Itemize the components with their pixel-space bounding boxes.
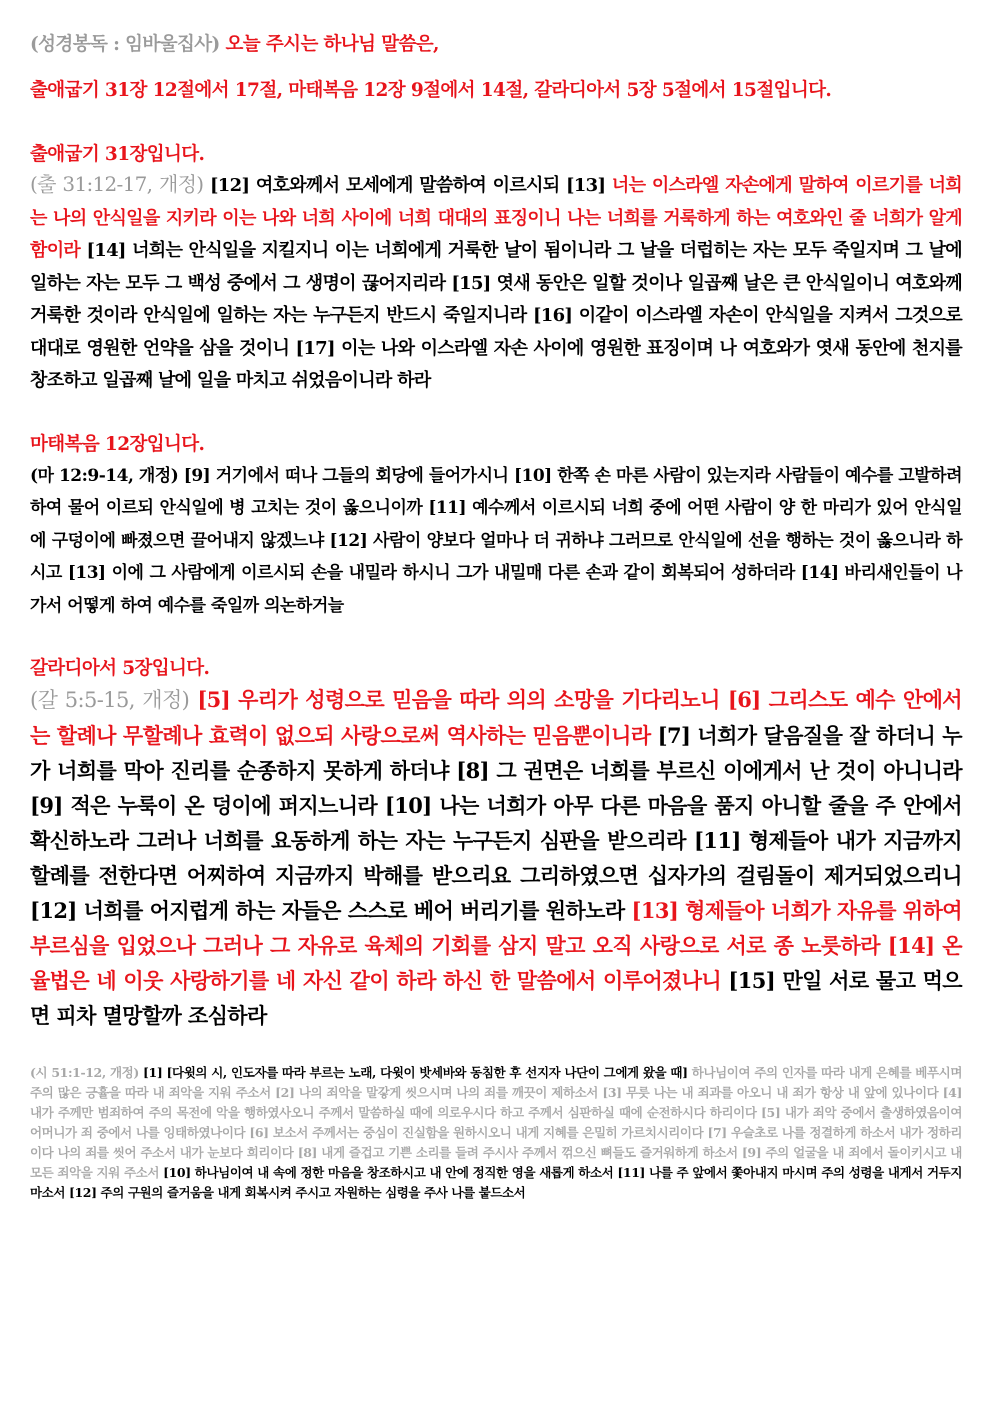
intro (30, 22, 962, 114)
intro-line-1 (30, 22, 962, 68)
passage-matthew (30, 460, 962, 623)
passage-ref-exodus: (출 31:12-17, 개정) (30, 172, 204, 196)
passage-matthew-text: [9] 거기에서 떠나 그들의 회당에 들어가시니 [10] 한쪽 손 마른 사람이 있는지라 사람들이 예수를 고발하려 하여 물어 이르되 안식일에 병 고치는 것이 옳으니이까 [11] 예수께서 이르시되 너희 중에 어떤 사람이 양 한 마리가 있어 안식일에 구덩이에 빠졌으면 끌어내지 않겠느냐 [12] 사람이 양보다 얼마나 더 귀하냐 그러므로 안식일에 선을 행하는 것이 옳으니라 하시고 [13] 이에 그 사람에게 이르시되 손을 내밀라 하시니 그가 내밀매 다른 손과 같이 회복되어 성하더라 [14] 바리새인들이 나가서 어떻게 하여 예수를 죽일까 의논하거늘 (30, 465, 962, 616)
passage-exodus-text-b: [14] 너희는 안식일을 지킬지니 이는 너희에게 거룩한 날이 됨이니라 그 날을 더럽히는 자는 모두 죽일지며 그 날에 일하는 자는 모두 그 백성 중에서 그 생명이 끊어지리라 [15] 엿새 동안은 일할 것이나 일곱째 날은 큰 안식일이니 여호와께 거룩한 것이라 안식일에 일하는 자는 누구든지 반드시 죽일지니라 [16] 이같이 이스라엘 자손이 안식일을 지켜서 그것으로 대대로 영원한 언약을 삼을 것이니 [17] 이는 나와 이스라엘 자손 사이에 영원한 표징이며 나 여호와가 엿새 동안에 천지를 창조하고 일곱째 날에 일을 마치고 쉬었음이니라 하라 (30, 240, 962, 391)
intro-line-2: 출애굽기 31장 12절에서 17절, 마태복음 12장 9절에서 14절, 갈라디아서 5장 5절에서 15절입니다. (30, 80, 832, 101)
passage-galatians-text-b: [7] 너희가 달음질을 잘 하더니 누가 너희를 막아 진리를 순종하지 못하게 하더냐 [8] 그 권면은 너희를 부르신 이에게서 난 것이 아니니라 [9] 적은 누룩이 온 덩이에 퍼지느니라 [10] 나는 너희가 아무 다른 마음을 품지 아니할 줄을 주 안에서 확신하노라 그러나 너희를 요동하게 하는 자는 누구든지 심판을 받으리라 [11] 형제들아 내가 지금까지 할례를 전한다면 어찌하여 지금까지 박해를 받으리요 그리하였으면 십자가의 걸림돌이 제거되었으리니 [12] 너희를 어지럽게 하는 자들은 스스로 베어 버리기를 원하노라 (30, 723, 962, 923)
passage-galatians (30, 682, 962, 1033)
passage-galatians-highlight-a: [5] 우리가 성령으로 믿음을 따라 의의 소망을 기다리노니 [6] 그리스도 예수 안에서는 할례나 무할례나 효력이 없으되 사랑으로써 역사하는 믿음뿐이니라 (30, 687, 962, 748)
passage-psalm-gray: 하나님이여 주의 인자를 따라 내게 은혜를 베푸시며 주의 많은 긍휼을 따라 내 죄악을 지워 주소서 [2] 나의 죄악을 말갛게 씻으시며 나의 죄를 깨끗이 제하소서 [3] 무릇 나는 내 죄과를 아오니 내 죄가 항상 내 앞에 있나이다 [4] 내가 주께만 범죄하여 주의 목전에 악을 행하였사오니 주께서 말씀하실 때에 의로우시다 하고 주께서 심판하실 때에 순전하시다 하리이다 [5] 내가 죄악 중에서 출생하였음이여 어머니가 죄 중에서 나를 잉태하였나이다 [6] 보소서 주께서는 중심이 진실함을 원하시오니 내게 지혜를 은밀히 가르치시리이다 [7] 우슬초로 나를 정결하게 하소서 내가 정하리이다 나의 죄를 씻어 주소서 내가 눈보다 희리이다 [8] 내게 즐겁고 기쁜 소리를 들려 주시사 주께서 꺾으신 뼈들도 즐거워하게 하소서 [9] 주의 얼굴을 내 죄에서 돌이키시고 내 모든 죄악을 지워 주소서 (30, 1065, 963, 1180)
passage-psalm-text-b: [10] 하나님이여 내 속에 정한 마음을 창조하시고 내 안에 정직한 영을 새롭게 하소서 [11] 나를 주 앞에서 쫓아내지 마시며 주의 성령을 내게서 거두지 마소서 [12] 주의 구원의 즐거움을 내게 회복시켜 주시고 자원하는 심령을 주사 나를 붙드소서 (30, 1165, 962, 1200)
passage-ref-psalm: (시 51:1-12, 개정) (30, 1065, 139, 1080)
section-heading-exodus: 출애굽기 31장입니다. (30, 144, 205, 165)
passage-ref-galatians: (갈 5:5-15, 개정) (30, 688, 190, 712)
intro-line-1-text: 오늘 주시는 하나님 말씀은, (219, 34, 439, 55)
passage-galatians-text-d: [15] 만일 서로 물고 먹으면 피차 멸망할까 조심하라 (30, 968, 962, 1028)
passage-exodus-highlight: 너는 이스라엘 자손에게 말하여 이르기를 너희는 나의 안식일을 지키라 이는 나와 너희 사이에 너희 대대의 표징이니 나는 너희를 거룩하게 하는 여호와인 줄 너희가 알게 함이라 (30, 175, 962, 261)
section-heading-matthew: 마태복음 12장입니다. (30, 433, 205, 455)
passage-exodus (30, 168, 962, 398)
section-heading-galatians: 갈라디아서 5장입니다. (30, 658, 210, 679)
passage-galatians-highlight-c: [13] 형제들아 너희가 자유를 위하여 부르심을 입었으나 그러나 그 자유로 육체의 기회를 삼지 말고 오직 사랑으로 서로 종 노릇하라 [14] 온 율법은 네 이웃 사랑하기를 네 자신 같이 하라 하신 한 말씀에서 이루어졌나니 (30, 898, 962, 993)
passage-psalm-text-a: [1] [다윗의 시, 인도자를 따라 부르는 노래, 다윗이 밧세바와 동침한 후 선지자 나단이 그에게 왔을 때] (138, 1065, 692, 1080)
passage-ref-matthew: (마 12:9-14, 개정) (30, 465, 179, 486)
reader-tag: (성경봉독 : 임바울집사) (30, 34, 220, 55)
passage-psalm (30, 1063, 962, 1203)
passage-exodus-text-a: [12] 여호와께서 모세에게 말씀하여 이르시되 [13] (203, 175, 612, 196)
